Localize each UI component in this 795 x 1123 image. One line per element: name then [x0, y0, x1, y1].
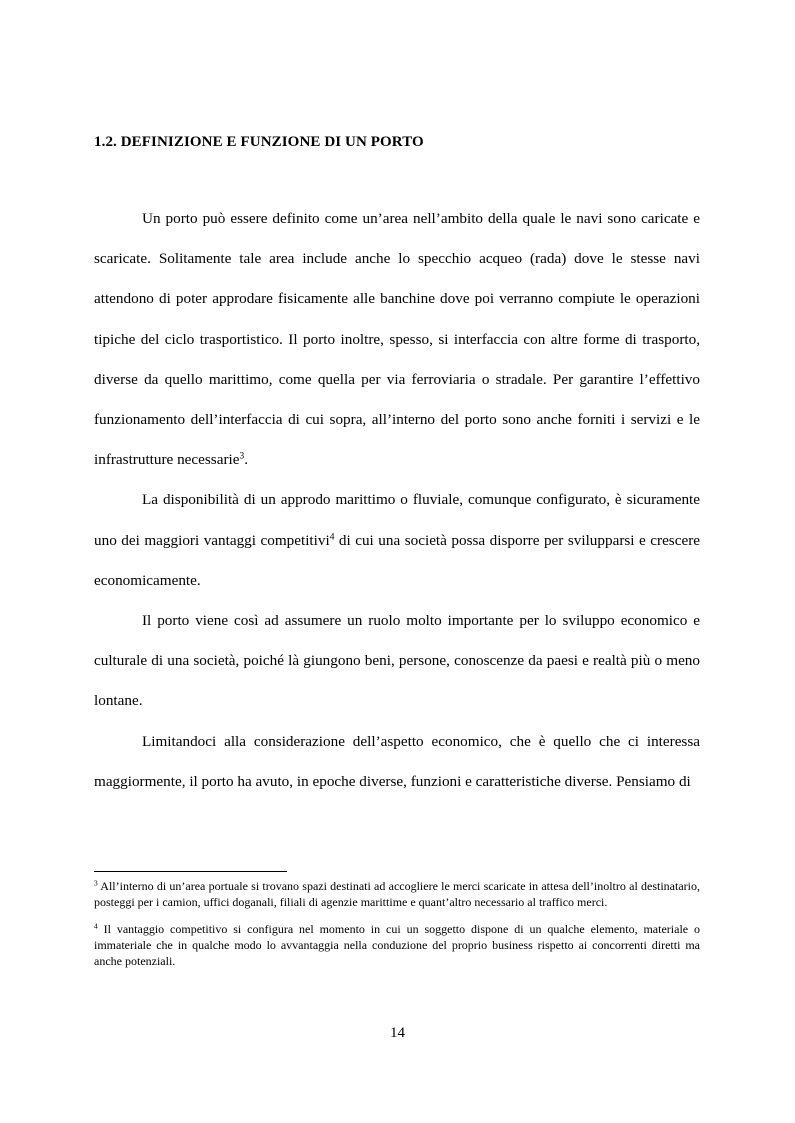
footnote-marker-4: 4: [94, 921, 98, 931]
paragraph-2-end: di cui una società possa disporre per svilupparsi e crescere economicamente.: [94, 531, 700, 589]
page-number: 14: [390, 1025, 405, 1041]
paragraph-2: [94, 480, 700, 601]
footnote-3-text: All’interno di un’area portuale si trovano spazi destinati ad accogliere le merci scaricate in attesa dell’inoltro al destinatario, posteggi per i camion, uffici doganali, filiali di agenzie marittime e quant’altro necessario al traffico merci.: [94, 879, 700, 909]
paragraph-1-end: .: [244, 451, 248, 469]
footnote-ref-4[interactable]: 4: [329, 531, 335, 542]
footnotes: [94, 878, 700, 980]
footnote-3: [94, 878, 700, 910]
paragraph-3: Il porto viene così ad assumere un ruolo molto importante per lo sviluppo economico e culturale di una società, poiché là giungono beni, persone, conoscenze da paesi e realtà più o meno lontane.: [94, 612, 700, 710]
footnote-marker-3: 3: [94, 878, 98, 888]
section-heading: 1.2. DEFINIZIONE E FUNZIONE DI UN PORTO: [94, 134, 424, 150]
paragraph-1-text: Un porto può essere definito come un’area nell’ambito della quale le navi sono caricate e scaricate. Solitamente tale area include anche lo specchio acqueo (rada) dove le stesse navi attendono di poter approdare fisicamente alle banchine dove poi verranno compiute le operazioni tipiche del ciclo trasportistico. Il porto inoltre, spesso, si interfaccia con altre forme di trasporto, diverse da quello marittimo, come quella per via ferroviaria o stradale. Per garantire l’effettivo funzionamento dell’interfaccia di cui sopra, all’interno del porto sono anche forniti i servizi e le infrastrutture necessarie: [94, 210, 700, 469]
paragraph-1: [94, 199, 700, 480]
footnote-ref-3[interactable]: 3: [239, 451, 245, 462]
footnote-4-text: Il vantaggio competitivo si configura nel momento in cui un soggetto dispone di un qualche elemento, materiale o immateriale che in qualche modo lo avvantaggia nella conduzione del proprio business rispetto ai concorrenti diretti ma anche potenziali.: [94, 922, 700, 968]
body-text: [94, 199, 700, 802]
paragraph-4: Limitandoci alla considerazione dell’aspetto economico, che è quello che ci interessa maggiormente, il porto ha avuto, in epoche diverse, funzioni e caratteristiche diverse. Pensiamo di: [94, 732, 700, 790]
paragraph-2-text: La disponibilità di un approdo marittimo o fluviale, comunque configurato, è sicuramente uno dei maggiori vantaggi competitivi: [94, 491, 700, 549]
footnote-4: [94, 921, 700, 969]
footnote-separator: [94, 871, 287, 872]
